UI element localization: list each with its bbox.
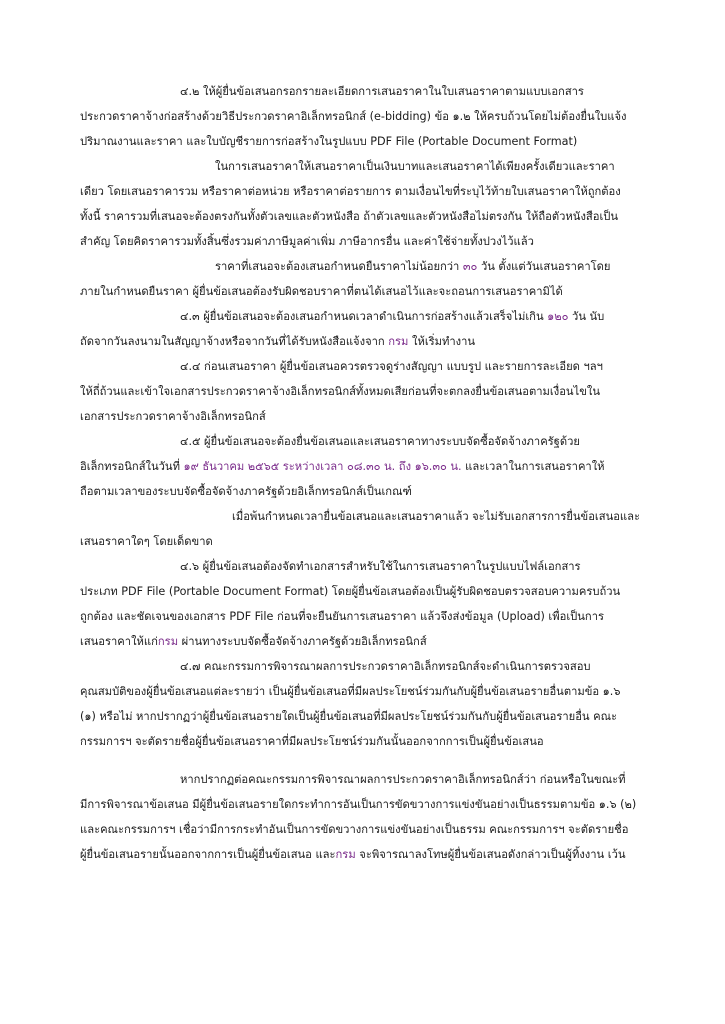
para-4-2c-line-2: ภายในกำหนดยืนราคา ผู้ยื่นข้อเสนอต้องรับผิดชอบราคาที่ตนได้เสนอไว้และจะถอนการเสนอราคามิได้ bbox=[80, 285, 563, 298]
text: วัน นับ bbox=[568, 310, 605, 323]
para-4-3-line-1 bbox=[180, 309, 604, 325]
highlight-days: ๑๒๐ bbox=[547, 310, 569, 323]
para-4-7-line-1: ๔.๗ คณะกรรมการพิจารณาผลการประกวดราคาอิเล็กทรอนิกส์จะดำเนินการตรวจสอบ bbox=[180, 660, 591, 673]
highlight-agency: กรม bbox=[335, 848, 356, 861]
text: ผู้ยื่นข้อเสนอรายนั้นออกจากการเป็นผู้ยื่นข้อเสนอ และ bbox=[80, 848, 336, 861]
para-4-7-line-4: กรรมการฯ จะตัดรายชื่อผู้ยื่นข้อเสนอราคาที่มีผลประโยชน์ร่วมกันนั้นออกจากการเป็นผู้ยื่นข้อเสนอ bbox=[80, 735, 544, 748]
para-4-5-line-2 bbox=[80, 459, 605, 475]
highlight-date-time: ๑๙ ธันวาคม ๒๕๖๕ ระหว่างเวลา ๐๘.๓๐ น. ถึง ๑๖.๓๐ น. bbox=[183, 460, 462, 473]
para-4-4-line-3: เอกสารประกวดราคาจ้างอิเล็กทรอนิกส์ bbox=[80, 410, 266, 423]
para-4-7b-line-3: และคณะกรรมการฯ เชื่อว่ามีการกระทำอันเป็นการขัดขวางการแข่งขันอย่างเป็นธรรม คณะกรรมการฯ จะตัดรายชื่อ bbox=[80, 823, 629, 836]
para-4-5b-line-1: เมื่อพ้นกำหนดเวลายื่นข้อเสนอและเสนอราคาแล้ว จะไม่รับเอกสารการยื่นข้อเสนอและ bbox=[232, 510, 641, 523]
text: ๔.๓ ผู้ยื่นข้อเสนอจะต้องเสนอกำหนดเวลาดำเนินการก่อสร้างแล้วเสร็จไม่เกิน bbox=[180, 310, 548, 323]
para-4-2b-line-1: ในการเสนอราคาให้เสนอราคาเป็นเงินบาทและเสนอราคาได้เพียงครั้งเดียวและราคา bbox=[215, 160, 615, 173]
para-4-4-line-1: ๔.๔ ก่อนเสนอราคา ผู้ยื่นข้อเสนอควรตรวจดูร่างสัญญา แบบรูป และรายการละเอียด ฯลฯ bbox=[180, 360, 603, 373]
para-4-7b-line-2: มีการพิจารณาข้อเสนอ มีผู้ยื่นข้อเสนอรายใดกระทำการอันเป็นการขัดขวางการแข่งขันอย่างเป็นธรรมตามข้อ ๑.๖ (๒) bbox=[80, 798, 637, 811]
para-4-6-line-2: ประเภท PDF File (Portable Document Format) โดยผู้ยื่นข้อเสนอต้องเป็นผู้รับผิดชอบตรวจสอบความครบถ้วน bbox=[80, 585, 621, 598]
para-4-6-line-1: ๔.๖ ผู้ยื่นข้อเสนอต้องจัดทำเอกสารสำหรับใช้ในการเสนอราคาในรูปแบบไฟล์เอกสาร bbox=[180, 560, 581, 573]
highlight-agency: กรม bbox=[157, 635, 179, 648]
para-4-6-line-4 bbox=[80, 634, 427, 650]
para-4-5-line-1: ๔.๕ ผู้ยื่นข้อเสนอจะต้องยื่นข้อเสนอและเสนอราคาทางระบบจัดซื้อจัดจ้างภาครัฐด้วย bbox=[180, 435, 580, 448]
para-4-2-line-3: ปริมาณงานและราคา และใบบัญชีรายการก่อสร้างในรูปแบบ PDF File (Portable Document Format) bbox=[80, 135, 578, 148]
para-4-2b-line-3: ทั้งนี้ ราคารวมที่เสนอจะต้องตรงกันทั้งตัวเลขและตัวหนังสือ ถ้าตัวเลขและตัวหนังสือไม่ตรงกัน ให้ถือตัวหนังสือเป็น bbox=[80, 210, 619, 223]
para-4-5-line-3: ถือตามเวลาของระบบจัดซื้อจัดจ้างภาครัฐด้วยอิเล็กทรอนิกส์เป็นเกณฑ์ bbox=[80, 485, 412, 498]
text: จะพิจารณาลงโทษผู้ยื่นข้อเสนอดังกล่าวเป็นผู้ทิ้งงาน เว้น bbox=[355, 848, 626, 861]
para-4-7b-line-1: หากปรากฏต่อคณะกรรมการพิจารณาผลการประกวดราคาอิเล็กทรอนิกส์ว่า ก่อนหรือในขณะที่ bbox=[180, 773, 626, 786]
text: และเวลาในการเสนอราคาให้ bbox=[461, 460, 605, 473]
para-4-7b-line-4 bbox=[80, 847, 626, 863]
para-4-3-line-2 bbox=[80, 334, 475, 350]
para-4-7-line-3: (๑) หรือไม่ หากปรากฏว่าผู้ยื่นข้อเสนอรายใดเป็นผู้ยื่นข้อเสนอที่มีผลประโยชน์ร่วมกันกับผู้ยื่นข้อเสนอรายอื่น คณะ bbox=[80, 710, 617, 723]
para-4-2-line-1: ๔.๒ ให้ผู้ยื่นข้อเสนอกรอกรายละเอียดการเสนอราคาในใบเสนอราคาตามแบบเอกสาร bbox=[180, 85, 584, 98]
highlight-agency: กรม bbox=[388, 335, 409, 348]
text: อิเล็กทรอนิกส์ในวันที่ bbox=[80, 460, 184, 473]
highlight-days: ๓๐ bbox=[462, 260, 478, 273]
text: ผ่านทางระบบจัดซื้อจัดจ้างภาครัฐด้วยอิเล็กทรอนิกส์ bbox=[178, 635, 427, 648]
para-4-2b-line-2: เดียว โดยเสนอราคารวม หรือราคาต่อหน่วย หรือราคาต่อรายการ ตามเงื่อนไขที่ระบุไว้ท้ายใบเสนอราคาให้ถูกต้อง bbox=[80, 185, 621, 198]
text: ให้เริ่มทำงาน bbox=[408, 335, 476, 348]
text: ถัดจากวันลงนามในสัญญาจ้างหรือจากวันที่ได้รับหนังสือแจ้งจาก bbox=[80, 335, 389, 348]
para-4-4-line-2: ให้ถี่ถ้วนและเข้าใจเอกสารประกวดราคาจ้างอิเล็กทรอนิกส์ทั้งหมดเสียก่อนที่จะตกลงยื่นข้อเสนอตามเงื่อนไขใน bbox=[80, 385, 600, 398]
para-4-7-line-2: คุณสมบัติของผู้ยื่นข้อเสนอแต่ละรายว่า เป็นผู้ยื่นข้อเสนอที่มีผลประโยชน์ร่วมกันกับผู้ยื่นข้อเสนอรายอื่นตามข้อ ๑.๖ bbox=[80, 685, 621, 698]
para-4-5b-line-2: เสนอราคาใดๆ โดยเด็ดขาด bbox=[80, 535, 213, 548]
para-4-6-line-3: ถูกต้อง และชัดเจนของเอกสาร PDF File ก่อนที่จะยืนยันการเสนอราคา แล้วจึงส่งข้อมูล (Upload) เพื่อเป็นการ bbox=[80, 610, 604, 623]
para-4-2c-line-1 bbox=[215, 259, 610, 275]
para-4-2-line-2: ประกวดราคาจ้างก่อสร้างด้วยวิธีประกวดราคาอิเล็กทรอนิกส์ (e-bidding) ข้อ ๑.๒ ให้ครบถ้วนโดยไม่ต้องยื่นใบแจ้ง bbox=[80, 110, 627, 123]
text: เสนอราคาให้แก่ bbox=[80, 635, 158, 648]
text: ราคาที่เสนอจะต้องเสนอกำหนดยืนราคาไม่น้อยกว่า bbox=[215, 260, 463, 273]
para-4-2b-line-4: สำคัญ โดยคิดราคารวมทั้งสิ้นซึ่งรวมค่าภาษีมูลค่าเพิ่ม ภาษีอากรอื่น และค่าใช้จ่ายทั้งปวงไว้แล้ว bbox=[80, 235, 534, 248]
text: วัน ตั้งแต่วันเสนอราคาโดย bbox=[477, 260, 611, 273]
